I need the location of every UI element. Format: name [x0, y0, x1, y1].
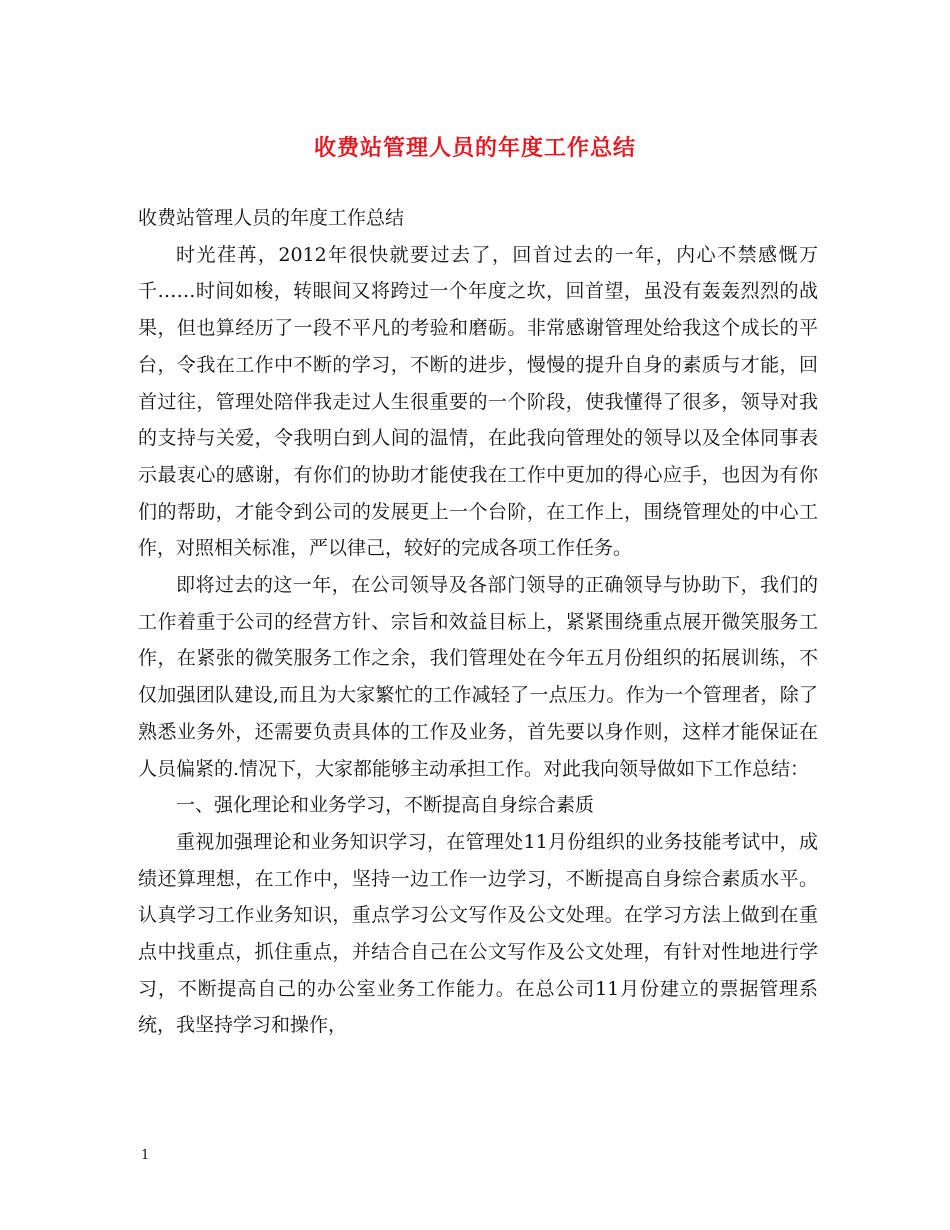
document-body: [138, 200, 818, 1044]
body-paragraph: 时光荏苒，2012年很快就要过去了，回首过去的一年，内心不禁感慨万千……时间如梭，转眼间又将跨过一个年度之坎，回首望，虽没有轰轰烈烈的战果，但也算经历了一段不平凡的考验和磨砺。非常感谢管理处给我这个成长的平台，令我在工作中不断的学习，不断的进步，慢慢的提升自身的素质与才能，回首过往，管理处陪伴我走过人生很重要的一个阶段，使我懂得了很多，领导对我的支持与关爱，令我明白到人间的温情，在此我向管理处的领导以及全体同事表示最衷心的感谢，有你们的协助才能使我在工作中更加的得心应手，也因为有你们的帮助，才能令到公司的发展更上一个台阶，在工作上，围绕管理处的中心工作，对照相关标准，严以律己，较好的完成各项工作任务。: [138, 243, 818, 560]
body-paragraph: 重视加强理论和业务知识学习，在管理处11月份组织的业务技能考试中，成绩还算理想，在工作中，坚持一边工作一边学习，不断提高自身综合素质水平。认真学习工作业务知识，重点学习公文写作及公文处理。在学习方法上做到在重点中找重点，抓住重点，并结合自己在公文写作及公文处理，有针对性地进行学习，不断提高自己的办公室业务工作能力。在总公司11月份建立的票据管理系统，我坚持学习和操作，: [138, 830, 818, 1037]
body-paragraph: 即将过去的这一年，在公司领导及各部门领导的正确领导与协助下，我们的工作着重于公司的经营方针、宗旨和效益目标上，紧紧围绕重点展开微笑服务工作，在紧张的微笑服务工作之余，我们管理处在今年五月份组织的拓展训练，不仅加强团队建设,而且为大家繁忙的工作减轻了一点压力。作为一个管理者，除了熟悉业务外，还需要负责具体的工作及业务，首先要以身作则，这样才能保证在人员偏紧的.情况下，大家都能够主动承担工作。对此我向领导做如下工作总结：: [138, 574, 818, 780]
document-title: 收费站管理人员的年度工作总结: [313, 135, 636, 161]
subtitle-paragraph: 收费站管理人员的年度工作总结: [138, 207, 405, 229]
section-heading: 一、强化理论和业务学习，不断提高自身综合素质: [176, 794, 595, 817]
page-number: 1: [141, 1148, 150, 1163]
